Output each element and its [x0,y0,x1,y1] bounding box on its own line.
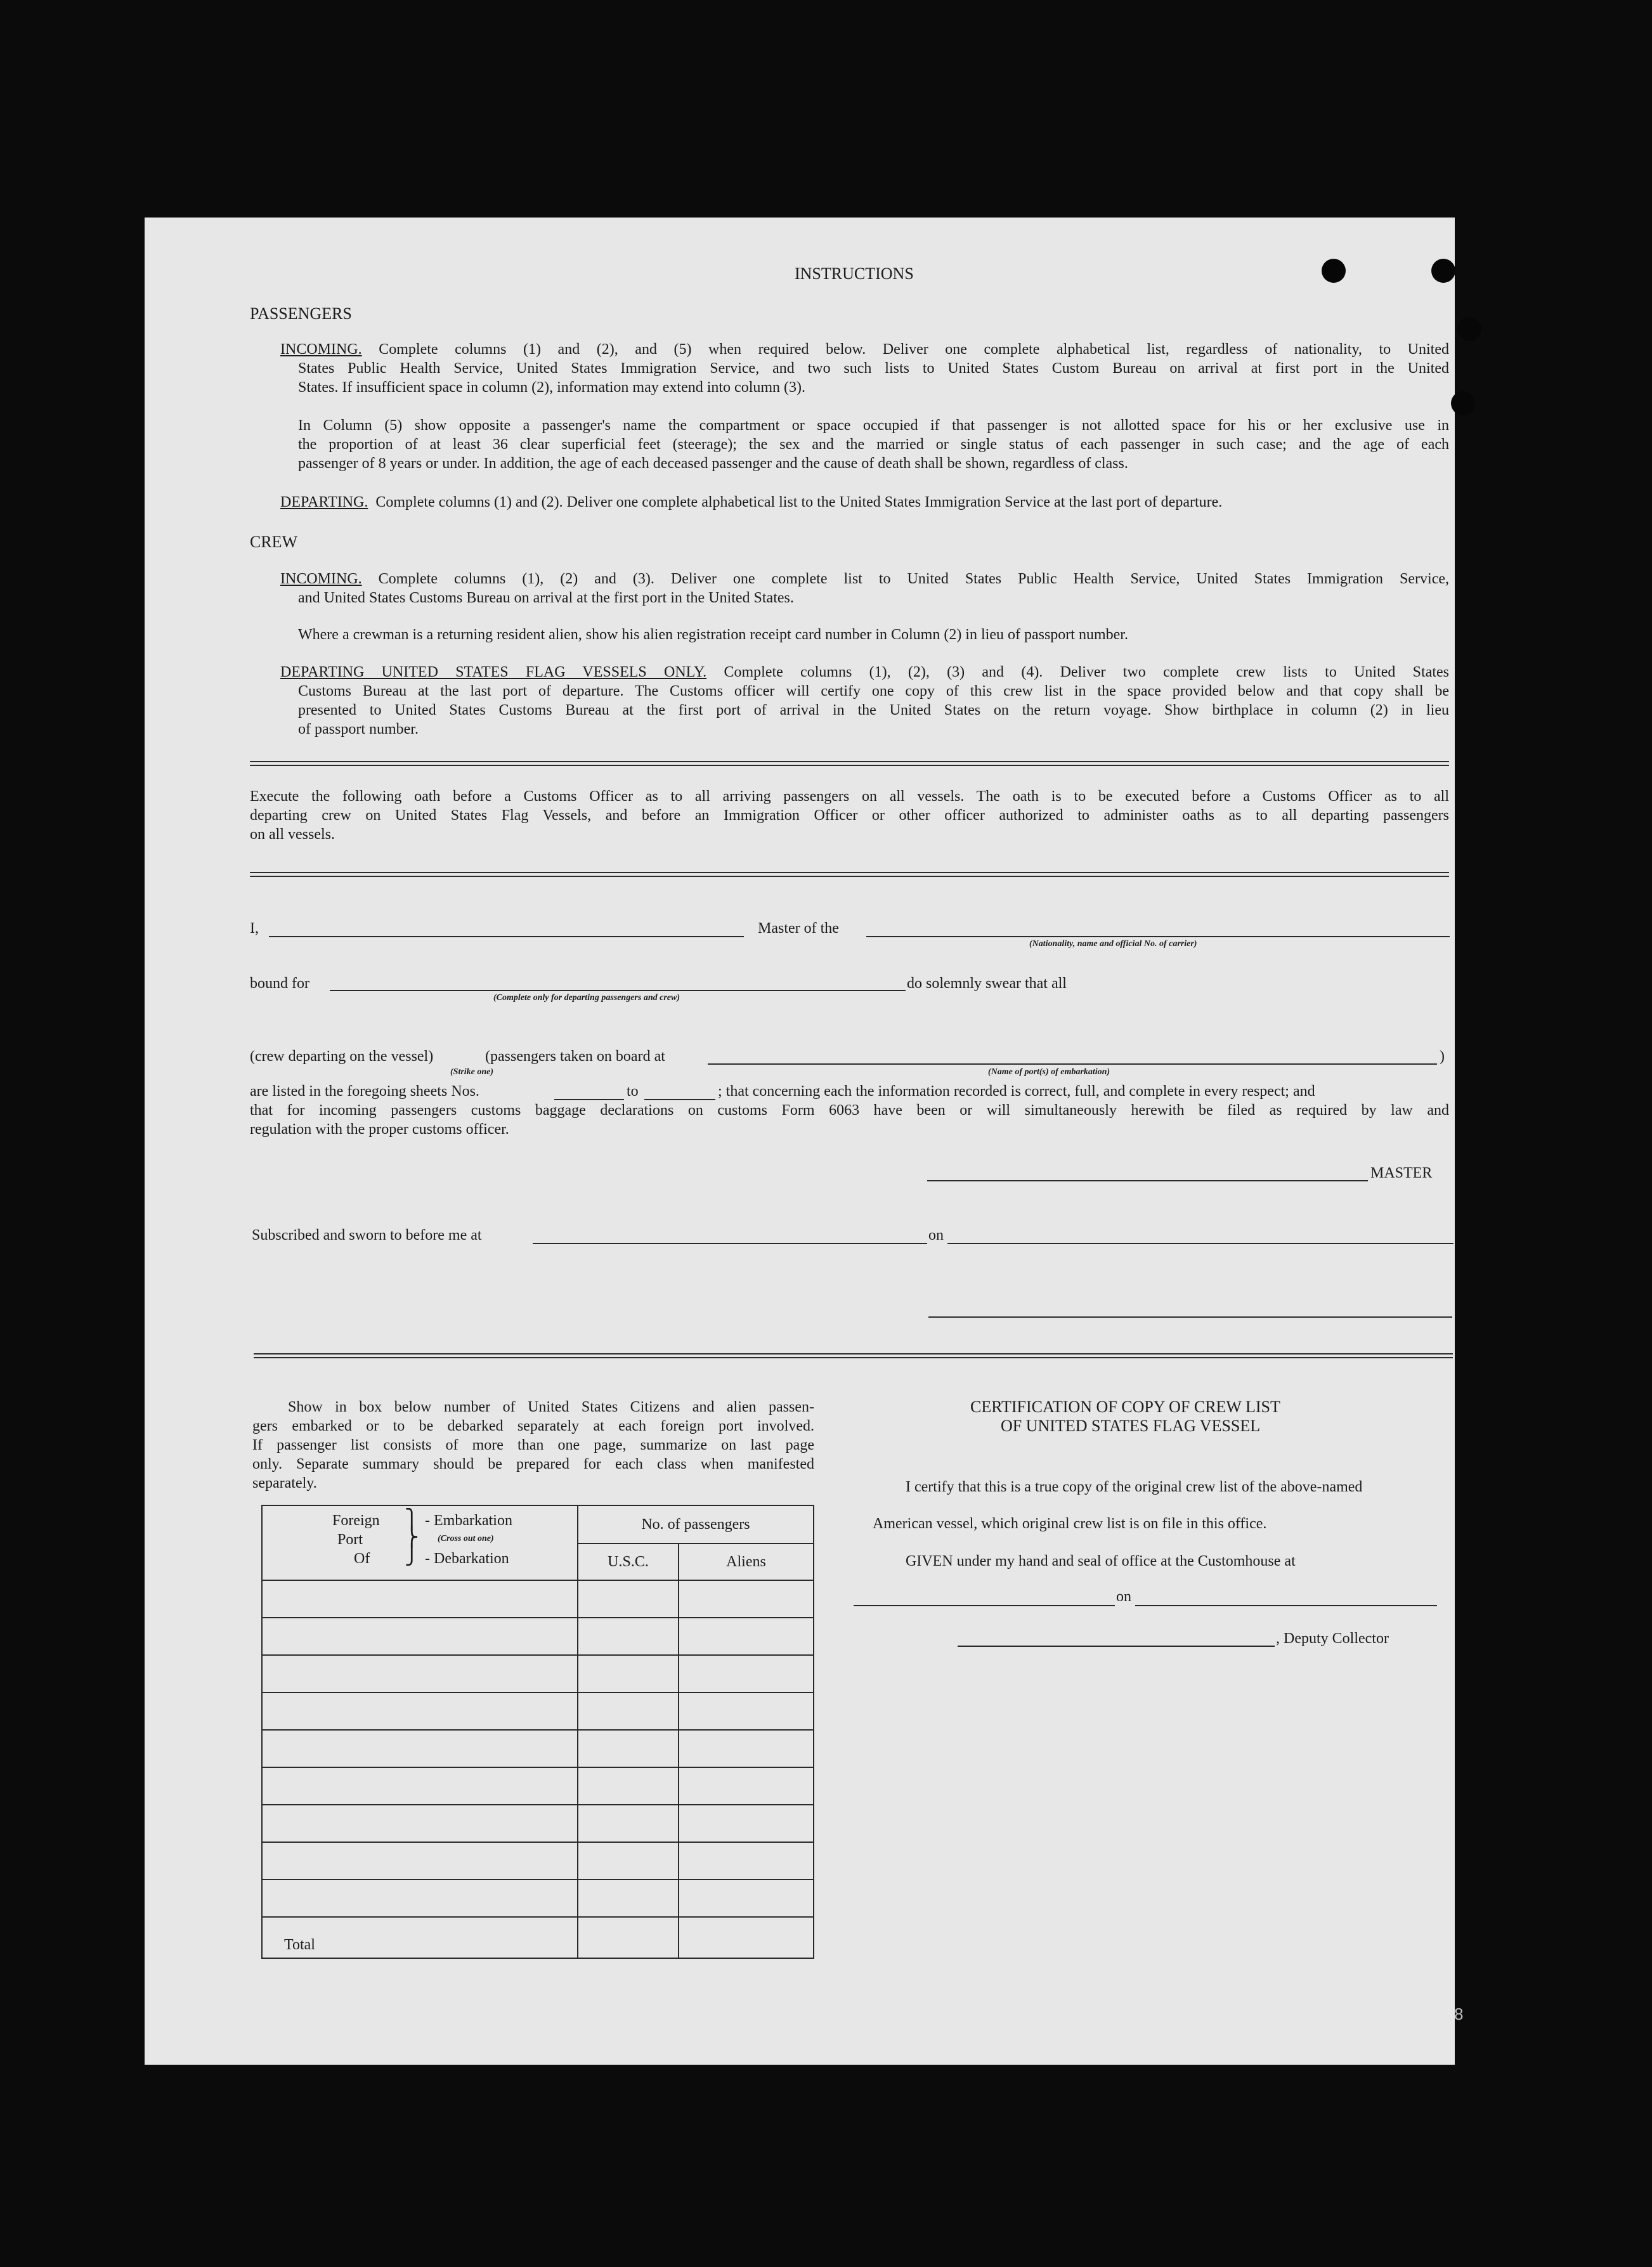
usc-cell[interactable] [578,1767,679,1805]
sworn-date-field[interactable] [947,1243,1454,1244]
usc-cell[interactable] [578,1692,679,1730]
punch-hole [1322,259,1346,283]
certification-title-2: OF UNITED STATES FLAG VESSEL [1001,1417,1261,1435]
sworn-place-field[interactable] [533,1243,927,1244]
port-cell[interactable] [262,1655,578,1692]
aliens-cell[interactable] [679,1655,814,1692]
total-label: Total [262,1917,578,1958]
table-row [262,1767,814,1805]
embarkation-ports-field[interactable] [708,1063,1437,1065]
usc-cell[interactable] [578,1618,679,1655]
departing-caption: (Complete only for departing passengers and crew) [493,993,680,1003]
port-cell[interactable] [262,1730,578,1767]
aliens-cell[interactable] [679,1730,814,1767]
crew-departing-label: DEPARTING UNITED STATES FLAG VESSELS ONLY. [280,664,707,680]
foreign-label: Foreign [332,1512,380,1529]
ports-caption: (Name of port(s) of embarkation) [988,1067,1110,1077]
passengers-heading: PASSENGERS [250,304,352,323]
passenger-summary-table [261,1505,814,1959]
summary-intro: Show in box below number of United States Citizens and alien passen- gers embarked or to be debarked separately at each foreign port involved. If passenger list consists of more than one page, summarize on last page only. Separate summary should be prepared for each class when manifested separately. [252,1399,814,1491]
page-number-mark: 8 [1454,2004,1464,2023]
punch-hole [1451,391,1475,415]
table-row [262,1730,814,1767]
port-cell[interactable] [262,1580,578,1618]
crewman-note: Where a crewman is a returning resident alien, show his alien registration receipt card number in Column (2) in lieu of passport number. [298,627,1128,643]
incoming-label: INCOMING. [280,341,362,358]
crew-departing-option: (crew departing on the vessel) [250,1048,434,1065]
usc-header: U.S.C. [578,1543,679,1580]
certification-title-1: CERTIFICATION OF COPY OF CREW LIST [970,1398,1280,1416]
close-paren: ) [1440,1048,1445,1065]
port-cell[interactable] [262,1618,578,1655]
cross-out-caption: (Cross out one) [438,1534,494,1543]
instructions-title: INSTRUCTIONS [795,264,914,283]
usc-cell[interactable] [578,1730,679,1767]
aliens-cell[interactable] [679,1805,814,1842]
aliens-total-cell[interactable] [679,1917,814,1958]
brace-icon: ⎫ ⎬ ⎭ [405,1509,419,1566]
certify-on-label: on [1116,1588,1131,1605]
master-signature-field[interactable] [927,1180,1368,1181]
port-label: Port [337,1531,363,1548]
master-name-field[interactable] [269,936,744,937]
port-header-cell [262,1505,578,1580]
section-divider [250,872,1449,877]
port-cell[interactable] [262,1767,578,1805]
certify-line-1: I certify that this is a true copy of the original crew list of the above-named [906,1479,1363,1495]
aliens-cell[interactable] [679,1692,814,1730]
deputy-collector-label: , Deputy Collector [1276,1630,1389,1647]
port-cell[interactable] [262,1880,578,1917]
punch-hole [1431,259,1455,283]
usc-cell[interactable] [578,1805,679,1842]
passengers-incoming: INCOMING. Complete columns (1) and (2), and (5) when required below. Deliver one complete alphabetical list, regardless of nationality, to United States Public Health Service, United States Immigration Service, and two such lists to United States Custom Bureau on arrival at first port in the United States. If insufficient space in column (2), information may extend into column (3). [280,341,1449,396]
listed-paragraph: that for incoming passengers customs baggage declarations on customs Form 6063 have been or will simultaneously herewith be filed as required by law and regulation with the proper customs officer. [250,1102,1449,1138]
port-cell[interactable] [262,1692,578,1730]
passengers-taken-option: (passengers taken on board at [485,1048,665,1065]
port-cell[interactable] [262,1805,578,1842]
swear-text: do solemnly swear that all [907,975,1067,992]
officer-signature-field[interactable] [928,1316,1452,1318]
port-cell[interactable] [262,1842,578,1880]
master-of-the-label: Master of the [758,920,839,937]
aliens-header: Aliens [679,1543,814,1580]
crew-departing: DEPARTING UNITED STATES FLAG VESSELS ONLY. Complete columns (1), (2), (3) and (4). Deliver two complete crew lists to United States Customs Bureau at the last port of departure. The Customs officer will certify one copy of this crew list in the space provided below and that copy shall be presented to United States Customs Bureau at the first port of arrival in the United States on the return voyage. Show birthplace in column (2) in lieu of passport number. [280,664,1450,737]
usc-cell[interactable] [578,1580,679,1618]
passengers-departing: DEPARTING. Complete columns (1) and (2). Deliver one complete alphabetical list to the United States Immigration Service at the last port of departure. [280,494,1223,510]
carrier-field[interactable] [866,936,1450,937]
listed-text-b: ; that concerning each the information recorded is correct, full, and complete in every respect; and [718,1083,1315,1100]
aliens-cell[interactable] [679,1618,814,1655]
debarkation-option[interactable]: - Debarkation [425,1550,509,1567]
aliens-cell[interactable] [679,1767,814,1805]
crew-heading: CREW [250,533,298,551]
table-row [262,1842,814,1880]
customhouse-field[interactable] [854,1605,1115,1606]
usc-cell[interactable] [578,1842,679,1880]
usc-cell[interactable] [578,1655,679,1692]
nationality-caption: (Nationality, name and official No. of carrier) [1029,939,1197,949]
sworn-on-label: on [928,1227,944,1244]
crew-incoming: INCOMING. Complete columns (1), (2) and (3). Deliver one complete list to United States Public Health Service, United States Immigration Service, and United States Customs Bureau on arrival at the first port in the United States. [280,571,1449,606]
aliens-cell[interactable] [679,1580,814,1618]
crew-incoming-label: INCOMING. [280,571,362,587]
section-divider [254,1353,1453,1358]
punch-hole [1457,317,1481,341]
aliens-cell[interactable] [679,1880,814,1917]
certify-line-3: GIVEN under my hand and seal of office at the Customhouse at [906,1553,1296,1569]
column5-paragraph: In Column (5) show opposite a passenger's name the compartment or space occupied if that passenger is not allotted space for his or her exclusive use in the proportion of at least 36 clear superficial feet (steerage); the sex and the married or single status of each passenger in such case; and the age of each passenger of 8 years or under. In addition, the age of each deceased passenger and the cause of death shall be shown, regardless of class. [298,417,1449,472]
table-row [262,1580,814,1618]
table-row [262,1692,814,1730]
master-label: MASTER [1370,1165,1433,1181]
section-divider [250,761,1449,766]
embarkation-option[interactable]: - Embarkation [425,1512,512,1529]
listed-to: to [627,1083,639,1100]
table-row [262,1880,814,1917]
certify-line-2: American vessel, which original crew list is on file in this office. [873,1516,1267,1532]
deputy-signature-field[interactable] [958,1646,1275,1647]
subscribed-label: Subscribed and sworn to before me at [252,1227,482,1244]
no-passengers-header: No. of passengers [578,1505,814,1543]
listed-text-a: are listed in the foregoing sheets Nos. [250,1083,479,1100]
aliens-cell[interactable] [679,1842,814,1880]
bound-for-field[interactable] [330,990,906,991]
bound-for-label: bound for [250,975,309,992]
certify-date-field[interactable] [1135,1605,1437,1606]
sheet-to-field[interactable] [644,1099,715,1100]
total-row [262,1917,814,1958]
usc-cell[interactable] [578,1880,679,1917]
table-row [262,1655,814,1692]
form-sheet [145,218,1464,2065]
oath-intro: Execute the following oath before a Customs Officer as to all arriving passengers on all vessels. The oath is to be executed before a Customs Officer as to all departing crew on United States Flag Vessels, and before an Immigration Officer or other officer authorized to administer oaths as to all departing passengers on all vessels. [250,788,1449,843]
oath-i-label: I, [250,920,259,937]
table-row [262,1618,814,1655]
usc-total-cell[interactable] [578,1917,679,1958]
sheet-from-field[interactable] [554,1099,624,1100]
of-label: Of [354,1550,370,1567]
departing-label: DEPARTING. [280,494,368,510]
table-row [262,1805,814,1842]
strike-one-caption: (Strike one) [450,1067,494,1077]
